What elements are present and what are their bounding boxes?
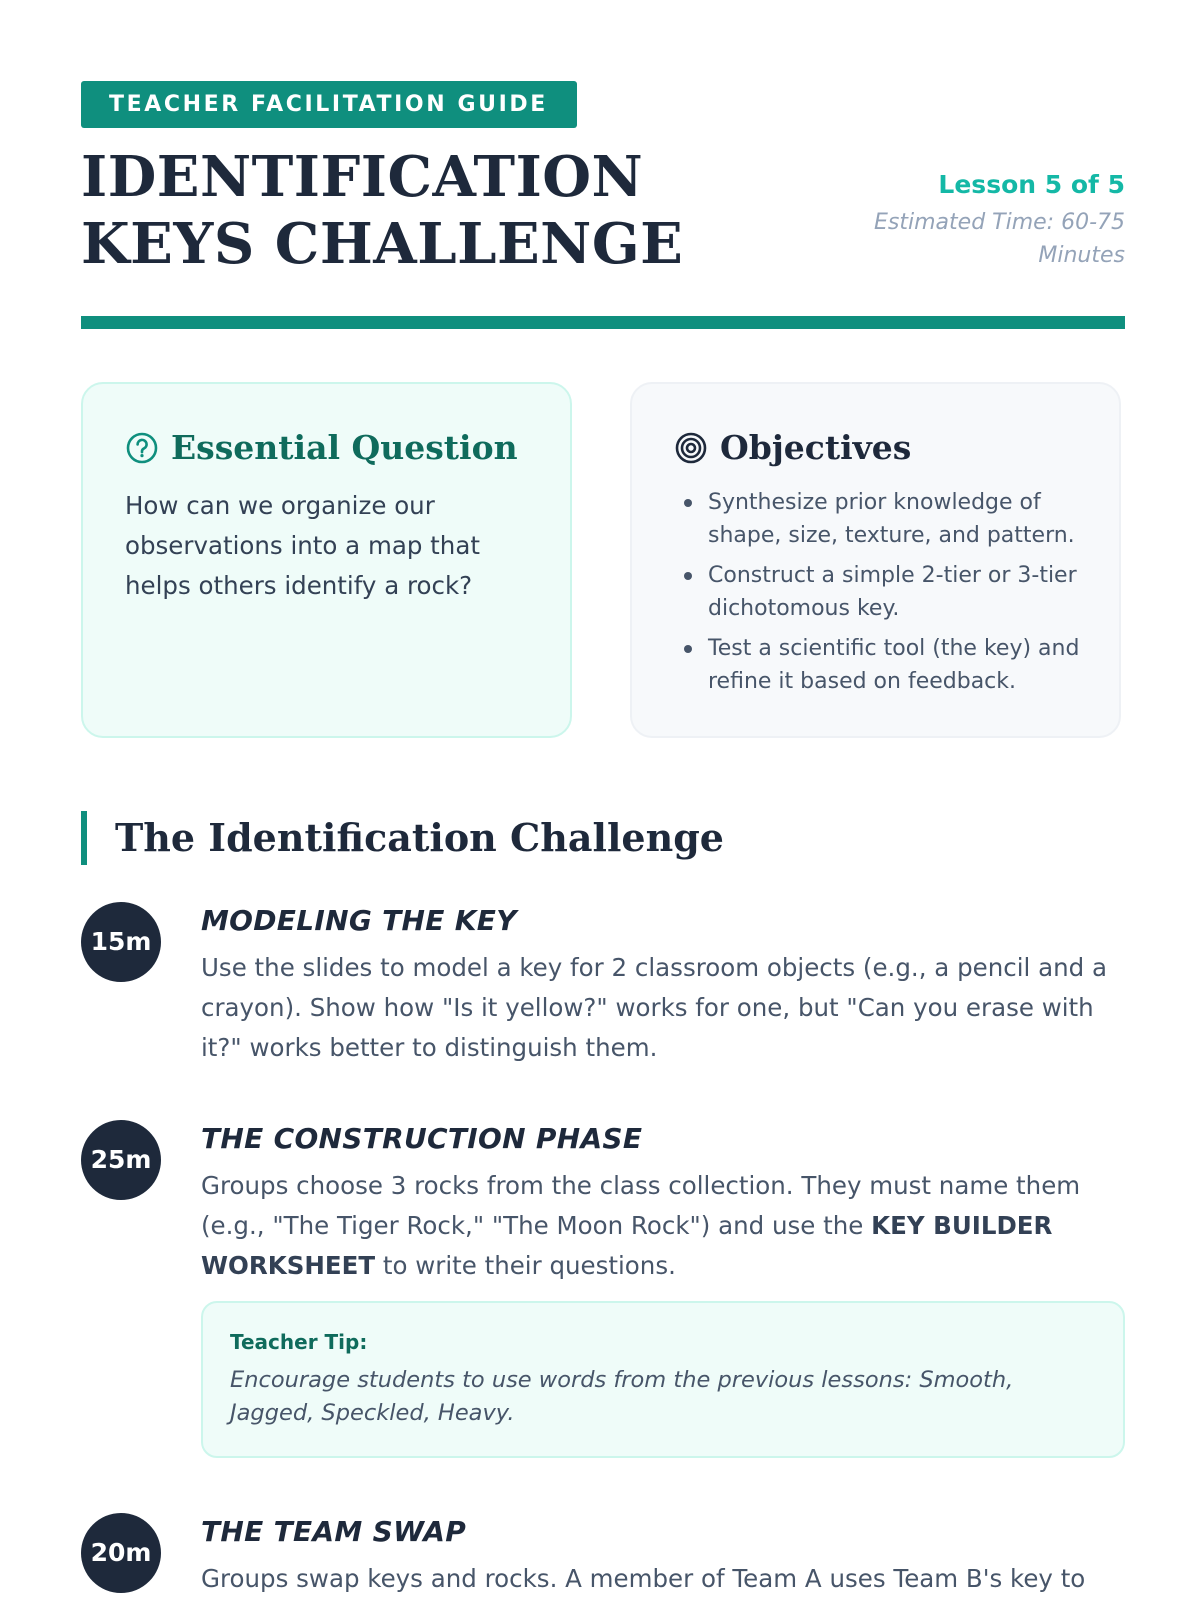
step-title: THE CONSTRUCTION PHASE xyxy=(201,1122,643,1155)
lesson-number: Lesson 5 of 5 xyxy=(938,170,1125,199)
step-text-part: to write their questions. xyxy=(375,1251,676,1280)
essential-question-card xyxy=(81,382,572,738)
step-title: THE TEAM SWAP xyxy=(201,1515,467,1548)
step-time-badge: 20m xyxy=(81,1513,161,1593)
teacher-tip-box xyxy=(201,1301,1125,1458)
objective-item: Synthesize prior knowledge of shape, size, texture, and pattern. xyxy=(676,486,1096,552)
section-title: The Identification Challenge xyxy=(115,815,724,860)
objectives-header xyxy=(674,426,911,470)
section-header xyxy=(81,811,724,865)
worksheet-name: KEY BUILDER WORKSHEET xyxy=(201,1211,1053,1280)
step-title: MODELING THE KEY xyxy=(201,904,517,937)
page-header xyxy=(81,144,1125,324)
essential-question-title: Essential Question xyxy=(171,428,518,467)
target-icon xyxy=(674,431,708,465)
step-time-badge: 15m xyxy=(81,902,161,982)
step-description: Use the slides to model a key for 2 classroom objects (e.g., a pencil and a crayon). Show how "Is it yellow?" works for one, but "Can you erase with it?" works better to distinguish them. xyxy=(201,953,1107,1062)
teacher-tip-text: Encourage students to use words from the previous lessons: Smooth, Jagged, Speckled, Heavy. xyxy=(230,1367,1014,1426)
step-body xyxy=(201,1513,1125,1599)
facilitation-guide-page xyxy=(81,81,1125,1593)
question-circle-icon xyxy=(125,431,159,465)
essential-question-text: How can we organize our observations into a map that helps others identify a rock? xyxy=(125,491,480,600)
step-body xyxy=(201,1120,1125,1458)
guide-type-badge: TEACHER FACILITATION GUIDE xyxy=(81,81,577,128)
essential-question-header xyxy=(125,426,518,470)
step-description: Groups swap keys and rocks. A member of Team A uses Team B's key to xyxy=(201,1564,1086,1593)
objectives-list xyxy=(676,486,1096,705)
step-text-part: Groups choose 3 rocks from the class collection. They must name them (e.g., "The Tiger Rock," "The Moon Rock") and use the xyxy=(201,1171,1081,1240)
objectives-card xyxy=(630,382,1121,738)
objective-item: Construct a simple 2-tier or 3-tier dichotomous key. xyxy=(676,559,1096,625)
objective-item: Test a scientific tool (the key) and refine it based on feedback. xyxy=(676,632,1096,698)
step-body xyxy=(201,902,1125,1068)
step-time-badge: 25m xyxy=(81,1120,161,1200)
estimated-time: Estimated Time: 60-75 Minutes xyxy=(874,210,1125,268)
lesson-meta xyxy=(845,170,1125,272)
objectives-title: Objectives xyxy=(720,428,912,467)
header-divider xyxy=(81,316,1125,329)
page-title: IDENTIFICATION KEYS CHALLENGE xyxy=(81,144,684,277)
step-description xyxy=(201,1166,1125,1286)
overview-cards xyxy=(81,382,1125,742)
teacher-tip-label: Teacher Tip: xyxy=(230,1330,368,1354)
